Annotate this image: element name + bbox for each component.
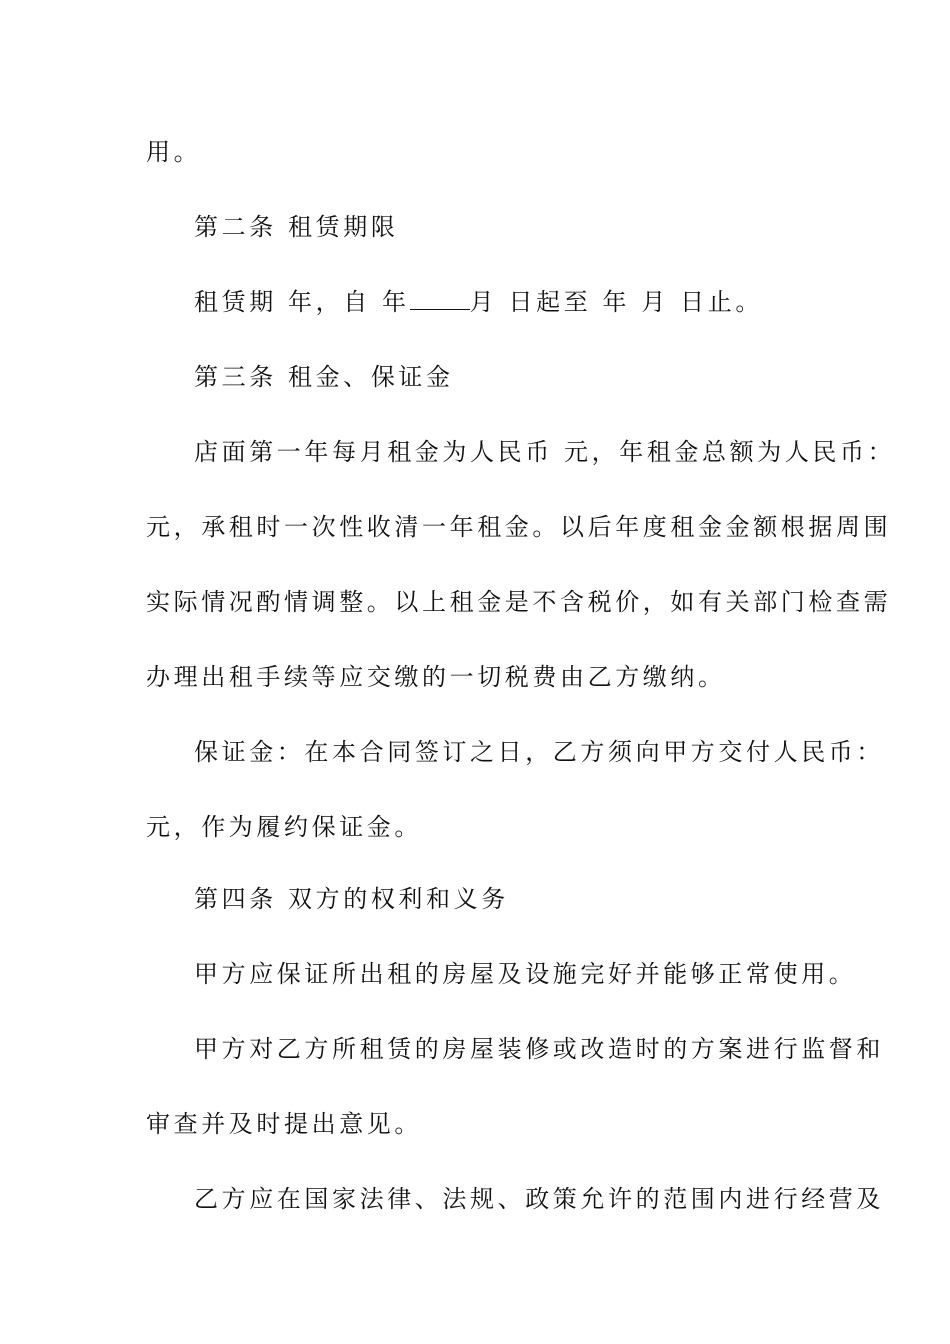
fill-in-blank: [410, 289, 470, 310]
paragraph-line: 保证金：在本合同签订之日，乙方须向甲方交付人民币：: [194, 738, 884, 766]
paragraph-line: 审查并及时提出意见。: [146, 1110, 422, 1138]
paragraph-line: 乙方应在国家法律、法规、政策允许的范围内进行经营及: [194, 1185, 884, 1213]
paragraph-line: 实际情况酌情调整。以上租金是不含税价，如有关部门检查需: [146, 588, 892, 616]
paragraph-line: 元，作为履约保证金。: [146, 813, 422, 841]
paragraph-line: 甲方应保证所出租的房屋及设施完好并能够正常使用。: [194, 960, 857, 988]
lease-term-text-start: 租赁期 年，自 年: [194, 288, 410, 316]
paragraph-line: 用。: [146, 138, 202, 166]
paragraph-line: [194, 287, 864, 317]
section-heading-rent-deposit: 第三条 租金、保证金: [194, 363, 454, 391]
paragraph-line: 甲方对乙方所租赁的房屋装修或改造时的方案进行监督和: [194, 1035, 884, 1063]
paragraph-line: 办理出租手续等应交缴的一切税费由乙方缴纳。: [146, 663, 726, 691]
paragraph-line: 元，承租时一次性收清一年租金。以后年度租金金额根据周围: [146, 513, 892, 541]
section-heading-lease-term: 第二条 租赁期限: [194, 213, 399, 241]
lease-term-text-end: 月 日起至 年 月 日止。: [469, 288, 763, 316]
section-heading-rights-obligations: 第四条 双方的权利和义务: [194, 885, 509, 913]
paragraph-line: 店面第一年每月租金为人民币 元，年租金总额为人民币：: [194, 438, 896, 466]
